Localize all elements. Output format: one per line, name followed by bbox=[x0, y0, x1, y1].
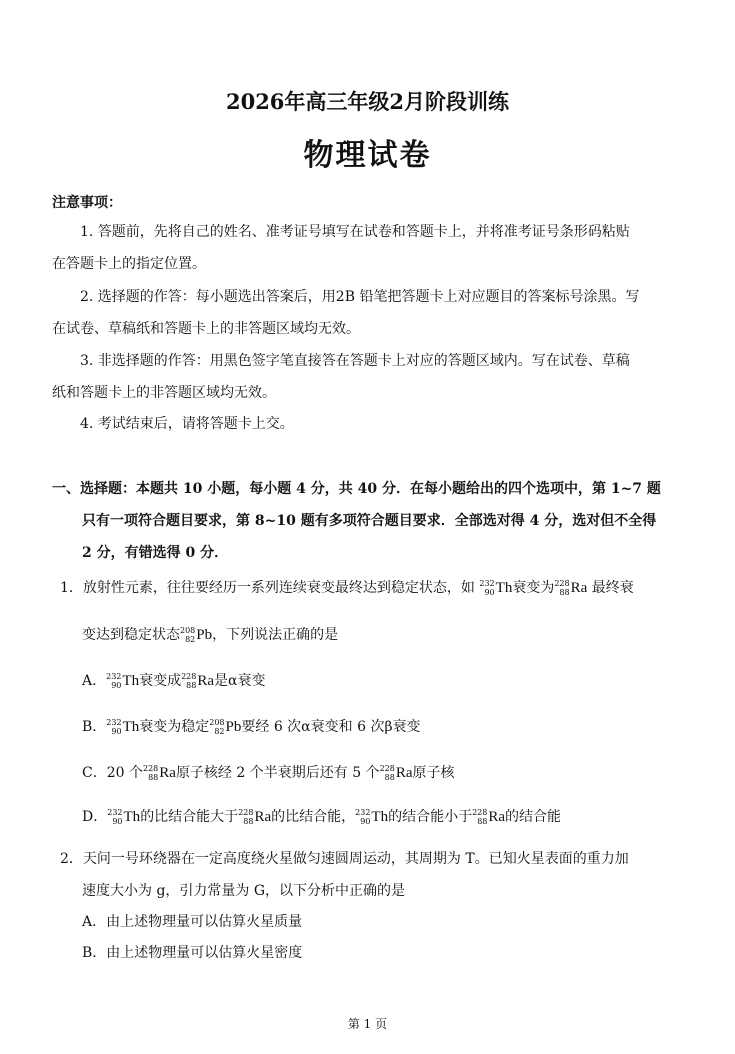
notice-item-2-line1: 2. 选择题的作答：每小题选出答案后，用2B 铅笔把答题卡上对应题目的答案标号涂黑。写 bbox=[80, 289, 640, 305]
notice-item-4-line1: 4. 考试结束后，请将答题卡上交。 bbox=[80, 416, 294, 432]
notice-heading: 注意事项： bbox=[52, 195, 122, 211]
question-1-option-b: B． 232 90 Th衰变为稳定 208 82 Pb要经 6 次α衰变和 6 次β衰变 bbox=[82, 718, 421, 736]
question-2-stem-line2: 速度大小为 g，引力常量为 G，以下分析中正确的是 bbox=[82, 883, 406, 899]
exam-title: 物理试卷 bbox=[303, 138, 432, 173]
section1-line2: 只有一项符合题目要求，第 8~10 题有多项符合题目要求．全部选对得 4 分，选对但不全得 bbox=[82, 513, 657, 529]
notice-item-2-line2: 在试卷、草稿纸和答题卡上的非答题区域均无效。 bbox=[52, 321, 360, 337]
section1-line1: 一、选择题：本题共 10 小题，每小题 4 分，共 40 分．在每小题给出的四个选项中，第 1~7 题 bbox=[52, 481, 661, 497]
question-1-option-c: C．20 个 228 88 Ra原子核经 2 个半衰期后还有 5 个 228 88 Ra原子核 bbox=[82, 764, 455, 782]
nuclide-th: 232 90 Th bbox=[106, 718, 140, 736]
question-2-option-b: B．由上述物理量可以估算火星密度 bbox=[82, 945, 303, 961]
page-number: 第 1 页 bbox=[347, 1017, 388, 1031]
notice-item-1-line1: 1. 答题前，先将自己的姓名、准考证号填写在试卷和答题卡上，并将准考证号条形码粘贴 bbox=[80, 224, 630, 240]
notice-item-3-line1: 3. 非选择题的作答：用黑色签字笔直接答在答题卡上对应的答题区域内。写在试卷、草稿 bbox=[80, 353, 630, 369]
nuclide-pb: 208 82 Pb bbox=[180, 626, 213, 644]
question-number: 2． bbox=[60, 851, 83, 867]
nuclide-ra: 228 88 Ra bbox=[472, 808, 506, 826]
nuclide-th: 232 90 Th bbox=[355, 808, 389, 826]
question-1-stem-line1: 1．放射性元素，往往要经历一系列连续衰变最终达到稳定状态，如 232 90 Th衰变为 228 88 Ra 最终衰 bbox=[60, 579, 634, 597]
nuclide-ra: 228 88 Ra bbox=[379, 764, 413, 782]
nuclide-ra: 228 88 Ra bbox=[554, 579, 588, 597]
notice-item-3-line2: 纸和答题卡上的非答题区域均无效。 bbox=[52, 385, 276, 401]
exam-subtitle: 2026年高三年级2月阶段训练 bbox=[225, 89, 510, 114]
question-1-stem-line2: 变达到稳定状态 208 82 Pb，下列说法正确的是 bbox=[82, 626, 339, 644]
nuclide-th: 232 90 Th bbox=[479, 579, 513, 597]
question-1-option-a: A． 232 90 Th衰变成 228 88 Ra是α衰变 bbox=[82, 672, 266, 690]
question-2-stem-line1: 2．天问一号环绕器在一定高度绕火星做匀速圆周运动，其周期为 T。已知火星表面的重力加 bbox=[60, 851, 629, 867]
question-2-option-a: A．由上述物理量可以估算火星质量 bbox=[82, 914, 303, 930]
question-1-option-d: D． 232 90 Th的比结合能大于 228 88 Ra的比结合能， 232 90 Th的结合能小于 228 88 Ra的结合能 bbox=[82, 808, 562, 826]
nuclide-ra: 228 88 Ra bbox=[142, 764, 176, 782]
nuclide-th: 232 90 Th bbox=[107, 808, 141, 826]
nuclide-ra: 228 88 Ra bbox=[181, 672, 215, 690]
nuclide-th: 232 90 Th bbox=[106, 672, 140, 690]
nuclide-pb: 208 82 Pb bbox=[209, 718, 242, 736]
nuclide-ra: 228 88 Ra bbox=[238, 808, 272, 826]
section1-line3: 2 分，有错选得 0 分． bbox=[82, 545, 229, 561]
notice-item-1-line2: 在答题卡上的指定位置。 bbox=[52, 256, 206, 272]
question-number: 1． bbox=[60, 580, 83, 596]
